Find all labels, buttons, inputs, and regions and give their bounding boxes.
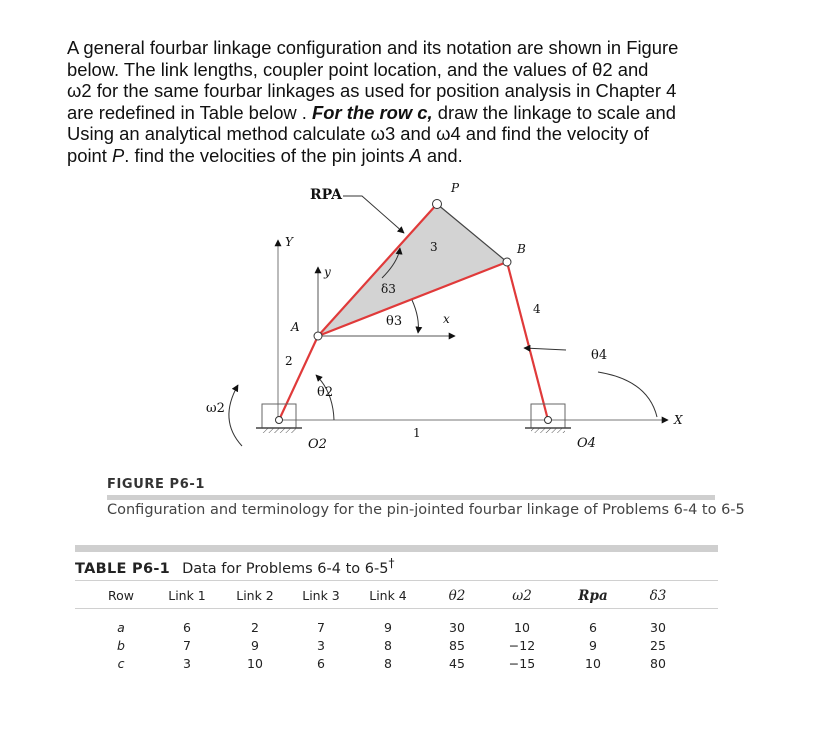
table-cell: 10: [247, 656, 263, 671]
label-omega2: ω2: [206, 401, 225, 416]
label-y-axis: Y: [285, 235, 293, 249]
table-cell: 7: [317, 620, 325, 635]
table-title: [75, 556, 394, 577]
label-rpa: RPA: [310, 187, 343, 203]
table-header-cell: Row: [108, 588, 134, 603]
figure-caption-text: Configuration and terminology for the pin-jointed fourbar linkage of Problems 6-4 to 6-5: [107, 502, 745, 518]
problem-line: below. The link lengths, coupler point location, and the values of θ2 and: [67, 58, 649, 80]
table-header-cell: ω2: [512, 588, 532, 604]
table-top-rule: [75, 545, 718, 552]
table-header-cell: Link 3: [302, 588, 340, 603]
table-cell: 9: [589, 638, 597, 653]
table-cell: 3: [183, 656, 191, 671]
table-cell: 10: [585, 656, 601, 671]
problem-statement: [67, 37, 767, 166]
label-theta2: θ2: [317, 385, 334, 400]
point-a-ref: A: [409, 144, 422, 166]
label-delta3: δ3: [381, 282, 396, 296]
table-header-rule: [75, 580, 718, 581]
rpa-leader: [343, 196, 404, 233]
table-row-id: b: [117, 638, 125, 653]
point-p: [433, 200, 442, 209]
omega2-arc: [229, 385, 242, 446]
problem-line: Using an analytical method calculate ω3 and ω4 and find the velocity of: [67, 123, 649, 144]
table-cell: −15: [508, 656, 536, 671]
table-header-cell: Link 4: [369, 588, 407, 603]
table-header-cell: Link 1: [168, 588, 206, 603]
label-b: B: [517, 242, 526, 256]
table-cell: 8: [384, 656, 392, 671]
ground-pivot-o2: [256, 404, 302, 433]
table-cell: 6: [183, 620, 191, 635]
figure-caption-rule: [107, 495, 715, 500]
theta4-arc: [598, 372, 657, 417]
table-cell: −12: [508, 638, 536, 653]
table-footnote-mark: †: [388, 556, 395, 570]
table-row-id: c: [117, 656, 125, 671]
label-theta3: θ3: [386, 314, 403, 329]
problem-line: are redefined in Table below .: [67, 101, 313, 123]
table-header-cell: Link 2: [236, 588, 274, 603]
table-cell: 6: [317, 656, 325, 671]
table-subheader-rule: [75, 608, 718, 609]
pin-b: [503, 258, 511, 266]
fourbar-linkage-figure: [0, 170, 823, 470]
coupler-link-3: [318, 204, 507, 336]
table-cell: 9: [251, 638, 259, 653]
table-row-id: a: [117, 620, 125, 635]
label-a: A: [291, 320, 300, 334]
table-cell: 8: [384, 638, 392, 653]
label-link4: 4: [533, 302, 541, 316]
table-title-text: Data for Problems 6-4 to 6-5: [182, 560, 389, 577]
label-o2: O2: [308, 437, 327, 452]
table-label: TABLE P6-1: [75, 560, 171, 577]
table-header-cell: θ2: [448, 588, 466, 604]
problem-line: and.: [421, 144, 463, 166]
pin-a: [314, 332, 322, 340]
label-x-axis: X: [674, 413, 683, 427]
label-y-local: y: [324, 265, 331, 279]
table-cell: 6: [589, 620, 597, 635]
table-cell: 10: [514, 620, 530, 635]
problem-line: A general fourbar linkage configuration and its notation are shown in Figure: [67, 37, 679, 58]
problem-line: draw the linkage to scale and: [432, 101, 676, 123]
theta3-arc: [412, 300, 418, 333]
label-link1: 1: [413, 426, 421, 440]
table-cell: 3: [317, 638, 325, 653]
label-link2: 2: [285, 354, 293, 368]
problem-line: . find the velocities of the pin joints: [124, 144, 410, 166]
label-theta4: θ4: [591, 348, 608, 363]
problem-line: ω2 for the same fourbar linkages as used for position analysis in Chapter 4: [67, 80, 677, 101]
ground-pivot-o4: [525, 404, 571, 433]
table-header-cell: Rpa: [578, 588, 608, 604]
table-cell: 80: [650, 656, 666, 671]
table-cell: 30: [650, 620, 666, 635]
point-p-ref: P: [112, 144, 125, 166]
table-cell: 9: [384, 620, 392, 635]
table-cell: 30: [449, 620, 465, 635]
table-cell: 7: [183, 638, 191, 653]
label-p: P: [451, 181, 460, 195]
rocker-link-4: [507, 262, 548, 420]
label-x-local: x: [443, 312, 450, 326]
label-o4: O4: [577, 436, 596, 451]
label-link3: 3: [430, 240, 438, 254]
table-cell: 2: [251, 620, 259, 635]
table-cell: 45: [449, 656, 465, 671]
table-cell: 25: [650, 638, 666, 653]
table-header-cell: δ3: [649, 588, 667, 604]
figure-caption-label: FIGURE P6-1: [107, 477, 205, 492]
row-emphasis: For the row c,: [312, 101, 433, 123]
table-cell: 85: [449, 638, 465, 653]
crank-link-2: [279, 336, 318, 420]
problem-line: point: [67, 144, 112, 166]
